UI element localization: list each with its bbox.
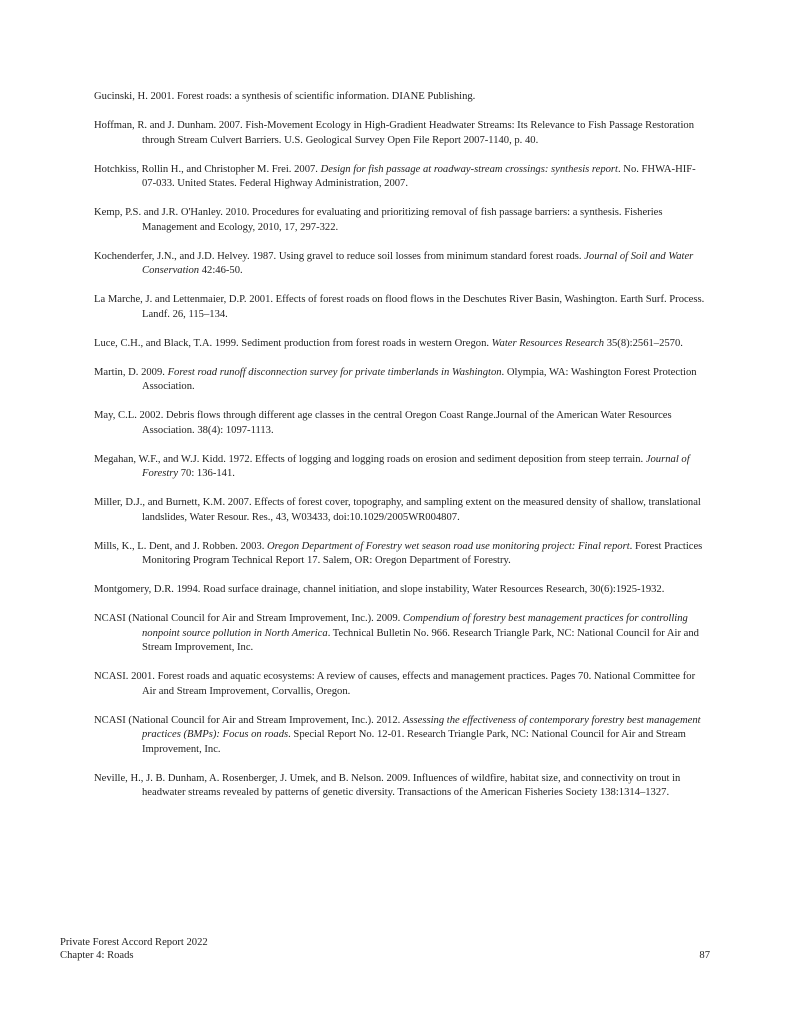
reference-text: Miller, D.J., and Burnett, K.M. 2007. Effects of forest cover, topography, and sampling extent on the measured density of shallow, translational landslides, Water Resour. Res., 43, W03433, doi:10.1029/2005WR004807.	[94, 497, 701, 523]
reference-italic-title: Assessing the effectiveness of contemporary forestry best management practices (BMPs): Focus on roads	[142, 714, 701, 740]
reference-text: La Marche, J. and Lettenmaier, D.P. 2001. Effects of forest roads on flood flows in the Deschutes River Basin, Washington. Earth Surf. Process. Landf. 26, 115–134.	[94, 294, 705, 320]
footer-chapter: Chapter 4: Roads	[60, 949, 134, 961]
reference-italic-title: Forest road runoff disconnection survey for private timberlands in Washington	[167, 366, 502, 378]
reference-text: Gucinski, H. 2001. Forest roads: a synthesis of scientific information. DIANE Publishing.	[94, 91, 476, 102]
reference-italic-title: Oregon Department of Forestry wet season road use monitoring project: Final report	[267, 540, 630, 552]
reference-text: NCASI (National Council for Air and Stream Improvement, Inc.). 2012.	[94, 714, 403, 726]
reference-text: . Special Report No. 12-01. Research Triangle Park, NC: National Council for Air and Stream Improvement, Inc.	[142, 729, 686, 755]
reference-entry	[94, 496, 706, 525]
reference-entry	[94, 90, 706, 105]
reference-text: NCASI (National Council for Air and Stream Improvement, Inc.). 2009.	[94, 613, 403, 624]
reference-entry	[94, 293, 706, 322]
reference-entry	[94, 409, 706, 438]
reference-italic-title: Water Resources Research	[491, 337, 605, 349]
reference-entry	[94, 250, 706, 279]
reference-italic-title: Journal of Soil and Water Conservation	[142, 250, 694, 276]
reference-entry	[94, 163, 706, 192]
reference-text: Megahan, W.F., and W.J. Kidd. 1972. Effects of logging and logging roads on erosion and sediment deposition from steep terrain.	[94, 453, 646, 465]
reference-text: Kochenderfer, J.N., and J.D. Helvey. 1987. Using gravel to reduce soil losses from minimum standard forest roads.	[94, 250, 585, 262]
reference-text: Montgomery, D.R. 1994. Road surface drainage, channel initiation, and slope instability, Water Resources Research, 30(6):1925-1932.	[94, 584, 665, 595]
reference-text: NCASI. 2001. Forest roads and aquatic ecosystems: A review of causes, effects and management practices. Pages 70. National Committee for Air and Stream Improvement, Corvallis, Oregon.	[94, 671, 696, 697]
reference-text: Kemp, P.S. and J.R. O'Hanley. 2010. Procedures for evaluating and prioritizing removal of fish passage barriers: a synthesis. Fisheries Management and Ecology, 2010, 17, 297-322.	[94, 207, 663, 233]
reference-entry	[94, 453, 706, 482]
reference-text: Luce, C.H., and Black, T.A. 1999. Sediment production from forest roads in western Oregon.	[94, 337, 492, 349]
reference-entry	[94, 583, 706, 598]
reference-entry	[94, 206, 706, 235]
reference-entry	[94, 540, 706, 569]
reference-entry	[94, 612, 706, 656]
reference-text: . Technical Bulletin No. 966. Research Triangle Park, NC: National Council for Air and Stream Improvement, Inc.	[142, 627, 699, 653]
reference-entry	[94, 337, 706, 352]
page-footer	[60, 937, 710, 962]
reference-italic-title: Journal of Forestry	[142, 453, 690, 479]
reference-text: Mills, K., L. Dent, and J. Robben. 2003.	[94, 540, 268, 552]
reference-italic-title: Design for fish passage at roadway-stream crossings: synthesis report	[320, 163, 618, 175]
reference-text: 42:46-50.	[199, 265, 243, 276]
reference-text: 70: 136-141.	[178, 468, 235, 479]
reference-text: 35(8):2561–2570.	[604, 337, 683, 349]
reference-list	[94, 90, 706, 815]
reference-italic-title: Compendium of forestry best management practices for controlling nonpoint source pollution in North America	[142, 613, 688, 639]
footer-report-title: Private Forest Accord Report 2022	[60, 937, 208, 948]
reference-text: . Olympia, WA: Washington Forest Protection Association.	[142, 366, 697, 392]
reference-entry	[94, 714, 706, 758]
reference-text: May, C.L. 2002. Debris flows through different age classes in the central Oregon Coast Range.Journal of the American Water Resources Association. 38(4): 1097-1113.	[94, 410, 672, 436]
reference-text: Neville, H., J. B. Dunham, A. Rosenberger, J. Umek, and B. Nelson. 2009. Influences of wildfire, habitat size, and connectivity on trout in headwater streams revealed by patterns of genetic diversity. Transactions of the American Fisheries Society 138:1314–1327.	[94, 772, 681, 798]
reference-text: Hoffman, R. and J. Dunham. 2007. Fish-Movement Ecology in High-Gradient Headwater Streams: Its Relevance to Fish Passage Restoration through Stream Culvert Barriers. U.S. Geological Survey Open File Report 2007-1140, p. 40.	[94, 120, 695, 146]
reference-entry	[94, 670, 706, 699]
reference-text: . Forest Practices Monitoring Program Technical Report 17. Salem, OR: Oregon Department of Forestry.	[142, 540, 703, 566]
reference-text: Martin, D. 2009.	[94, 366, 168, 378]
reference-entry	[94, 119, 706, 148]
reference-entry	[94, 772, 706, 801]
page-number: 87	[699, 949, 710, 961]
reference-text: Hotchkiss, Rollin H., and Christopher M. Frei. 2007.	[94, 163, 321, 175]
reference-text: . No. FHWA-HIF-07-033. United States. Federal Highway Administration, 2007.	[142, 163, 696, 189]
reference-entry	[94, 366, 706, 395]
